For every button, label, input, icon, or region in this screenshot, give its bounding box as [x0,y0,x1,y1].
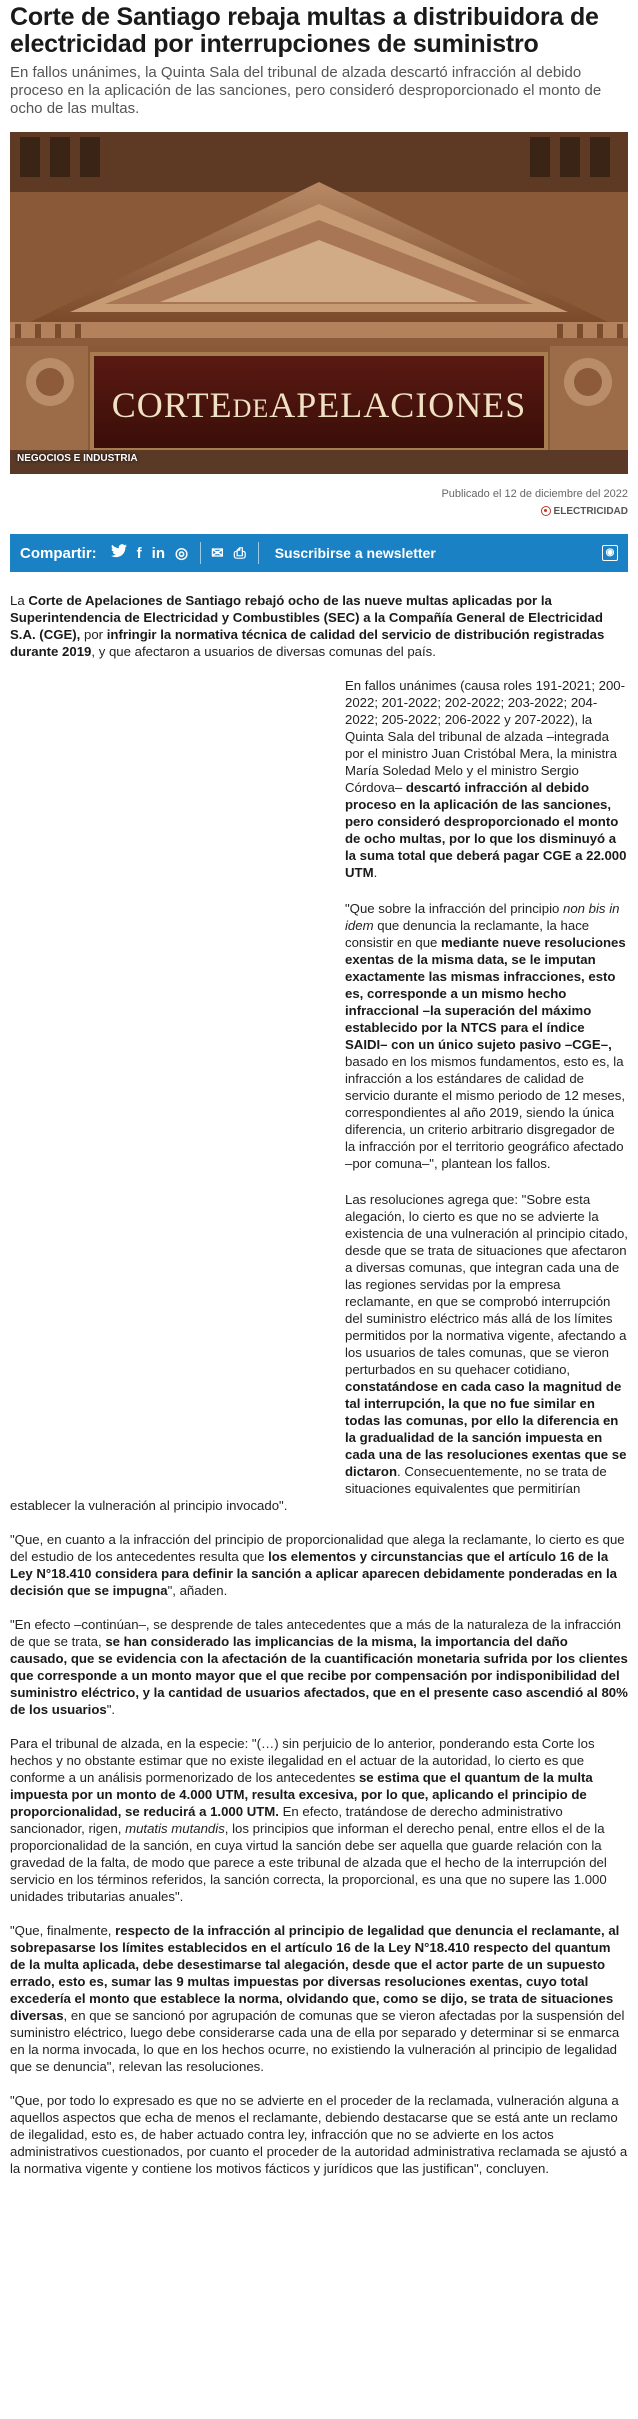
paragraph-2: En fallos unánimes (causa roles 191-2021; 200-2022; 201-2022; 202-2022; 203-2022; 204-2022; 205-2022; 206-2022 y 207-2022), la Quinta Sala del tribunal de alzada –integrada por el ministro Juan Cristóbal Mera, la ministra María Soledad Melo y el ministro Sergio Córdova– descartó infracción al debido proceso en la aplicación de las sanciones, pero consideró desproporcionado el monto de ocho multas, por lo que los disminuyó a la suma total que deberá pagar CGE a 22.000 UTM. [345,678,627,880]
linkedin-icon[interactable]: in [151,544,166,562]
hero-caption[interactable]: NEGOCIOS E INDUSTRIA [17,453,138,464]
newsletter-link[interactable]: Suscribirse a newsletter [274,545,436,561]
paragraph-4: Las resoluciones agrega que: "Sobre esta alegación, lo cierto es que no se advierte la existencia de una vulneración al principio citado, desde que se trata de situaciones que afectaron a diversas comunas, que integran cada una de las regiones servidas por la empresa reclamante, en que se comprobó interrupción del suministro eléctrico más allá de los límites permitidos por la normativa vigente, afectando a los usuarios de tales comunas, que se vieron perturbados en su quehacer cotidiano, constatándose en cada caso la magnitud de tal interrupción, la que no fue similar en todas las comunas, por ello la diferencia en la gradualidad de la sanción impuesta en cada una de las resoluciones exentas que se dictaron. Consecuentemente, no se trata de situaciones equivalentes que permitirían [345,1192,628,1496]
category-icon [541,506,551,516]
whatsapp-icon[interactable]: ◎ [175,545,189,562]
article-meta [10,486,628,520]
share-label: Compartir: [20,544,97,562]
category-tag[interactable] [10,503,628,520]
share-divider [200,542,201,564]
share-divider [258,542,259,564]
article-page [0,4,638,2177]
share-bar [10,534,628,572]
paragraph-1: La Corte de Apelaciones de Santiago rebajó ocho de las nueve multas aplicadas por la Superintendencia de Electricidad y Combustibles (SEC) a la Compañía General de Electricidad S.A. (CGE), por infringir la normativa técnica de calidad del servicio de distribución registradas durante 2019, y que afectaron a usuarios de diversas comunas del país. [10,593,605,659]
print-icon[interactable]: ⎙ [233,544,246,562]
paragraph-6: "En efecto –continúan–, se desprende de tales antecedentes que a más de la naturaleza de la infracción de que se trata, se han considerado las implicancias de la misma, la importancia del daño causado, que se evidencia con la afectación de la cuantificación monetaria sufrida por los clientes que corresponde a un monto mayor que el que recibe por compensación por indisponibilidad del suministro eléctrico, y la cantidad de usuarios afectados, que en el presente caso ascendió al 80% de los usuarios". [10,1617,628,1717]
twitter-icon[interactable] [111,544,127,562]
paragraph-4-tail: establecer la vulneración al principio invocado". [10,1498,288,1513]
publish-date: Publicado el 12 de diciembre del 2022 [441,488,628,500]
facebook-icon[interactable]: f [136,544,142,562]
sign-text: CORTEDEAPELACIONES [111,385,527,425]
rss-icon[interactable]: ◉ [602,545,618,561]
hero-image [10,132,628,474]
paragraph-8: "Que, finalmente, respecto de la infracción al principio de legalidad que denuncia el reclamante, al sobrepasarse los límites establecidos en el artículo 16 de la Ley N°18.410 respecto del quantum de la multa aplicada, debe desestimarse tal alegación, desde que el actor parte de un supuesto errado, esto es, sumar las 9 multas impuestas por diversas resoluciones exentas, cuyo total excedería el monto que establece la norma, olvidando que, como se dijo, se trata de situaciones diversas, en que se sancionó por agrupación de comunas que se vieron afectadas por la suspensión del suministro eléctrico, luego debe considerarse cada una de ella por separado y determinar si se enmarca en la norma invocada, lo que en los hechos ocurre, no existiendo la vulneración al principio de legalidad que se denuncia", relevan las resoluciones. [10,1923,625,2074]
indented-block [10,677,628,1497]
article-body [10,592,628,2177]
category-label: ELECTRICIDAD [553,506,628,517]
court-building-illustration [10,132,628,474]
email-icon[interactable]: ✉ [211,545,224,562]
paragraph-9: "Que, por todo lo expresado es que no se advierte en el proceder de la reclamada, vulneración alguna a aquellos aspectos que echa de menos el reclamante, debiendo destacarse que se está ante un reclamo de ilegalidad, esto es, de haber actuado contra ley, infracción que no se advierte en los actos administrativos cuestionados, por cuanto el proceder de la autoridad administrativa reclamada se ajustó a la normativa vigente y contiene los motivos fácticos y jurídicos que las justifican", concluyen. [10,2093,628,2176]
paragraph-5: "Que, en cuanto a la infracción del principio de proporcionalidad que alega la reclamante, lo cierto es que del estudio de los antecedentes resulta que los elementos y circunstancias que el artículo 16 de la Ley N°18.410 considera para definir la sanción a aplicar aparecen debidamente ponderadas en la decisión que se impugna", añaden. [10,1532,625,1598]
paragraph-3: "Que sobre la infracción del principio non bis in idem que denuncia la reclamante, la hace consistir en que mediante nueve resoluciones exentas de la misma data, se le imputan exactamente las mismas infracciones, esto es, corresponde a un mismo hecho infraccional –la superación del máximo establecido por la NTCS para el índice SAIDI– con un único sujeto pasivo –CGE–, basado en los mismos fundamentos, esto es, la infracción a los estándares de calidad de servicio durante el mismo periodo de 12 meses, correspondientes al año 2019, siendo la única diferencia, un criterio arbitrario disgregador de la infracción por el territorio geográfico afectado –por comuna–", plantean los fallos. [345,901,626,1171]
headline: Corte de Santiago rebaja multas a distribuidora de electricidad por interrupciones de suministro [10,3,599,58]
lead-paragraph: En fallos unánimes, la Quinta Sala del tribunal de alzada descartó infracción al debido proceso en la aplicación de las sanciones, pero consideró desproporcionado el monto de ocho de las multas. [10,64,602,117]
paragraph-7: Para el tribunal de alzada, en la especie: "(…) sin perjuicio de lo anterior, ponderando esta Corte los hechos y no obstante estimar que no existe ilegalidad en el actuar de la autoridad, lo cierto es que conforme a un análisis pormenorizado de los antecedentes se estima que el quantum de la multa impuesta por un monto de 4.000 UTM, resulta excesiva, por lo que, aplicando el principio de proporcionalidad, se reducirá a 1.000 UTM. En efecto, tratándose de derecho administrativo sancionador, rigen, mutatis mutandis, los principios que informan el derecho penal, entre ellos el de la proporcionalidad de la sanción, en cuya virtud la sanción debe ser aquella que guarde relación con la gravedad de la falta, de modo que parece a este tribunal de alzada que el hecho de la interrupción del servicio en los términos referidos, la sanción correcta, la proporcional, es una que no supere las 1.000 unidades tributarias anuales". [10,1736,607,1904]
